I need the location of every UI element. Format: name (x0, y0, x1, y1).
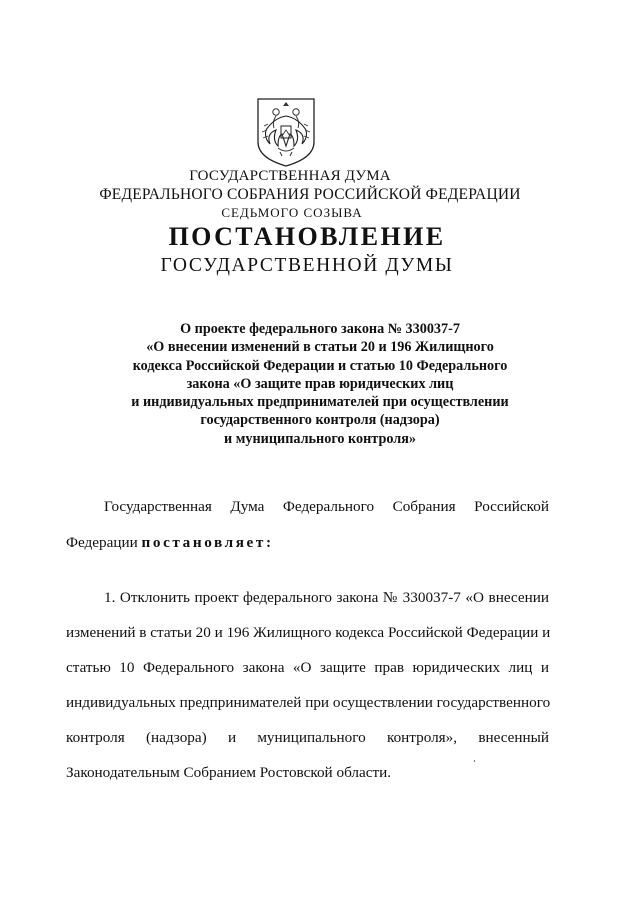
document-title: ПОСТАНОВЛЕНИЕ (168, 222, 446, 251)
preamble-start: Федерации (66, 534, 138, 551)
preamble-line2 (66, 534, 274, 552)
item1-line: Законодательным Собранием Ростовской области. (66, 764, 392, 781)
subject-line: и муниципального контроля» (224, 430, 416, 447)
document-subtitle: ГОСУДАРСТВЕННОЙ ДУМЫ (160, 255, 454, 276)
org-name-line1: ГОСУДАРСТВЕННАЯ ДУМА (189, 168, 391, 184)
item1-line: индивидуальных предпринимателей при осуществлении государственного (66, 694, 551, 711)
subject-line: и индивидуальных предпринимателей при осуществлении (131, 394, 509, 411)
preamble-decree-word: постановляет: (141, 534, 274, 551)
coat-of-arms-emblem-icon (252, 96, 320, 168)
scan-speck (474, 760, 475, 762)
preamble-line1: Государственная Дума Федерального Собрания Российской (104, 498, 549, 515)
item1-line: контроля (надзора) и муниципального контроля», внесенный (66, 729, 549, 746)
item1-line: статью 10 Федерального закона «О защите прав юридических лиц и (66, 659, 549, 676)
subject-line: закона «О защите прав юридических лиц (186, 375, 454, 392)
item1-line: 1. Отклонить проект федерального закона № 330037-7 «О внесении (104, 589, 549, 606)
subject-line: «О внесении изменений в статьи 20 и 196 Жилищного (146, 339, 494, 356)
subject-line: О проекте федерального закона № 330037-7 (180, 321, 460, 337)
org-name-line2: ФЕДЕРАЛЬНОГО СОБРАНИЯ РОССИЙСКОЙ ФЕДЕРАЦИИ (99, 186, 521, 203)
convocation-line: СЕДЬМОГО СОЗЫВА (221, 205, 363, 220)
subject-line: государственного контроля (надзора) (200, 412, 440, 429)
resolution-subject (0, 320, 640, 448)
item1-line: изменений в статьи 20 и 196 Жилищного кодекса Российской Федерации и (66, 624, 551, 641)
subject-line: кодекса Российской Федерации и статью 10 Федерального (132, 357, 508, 374)
